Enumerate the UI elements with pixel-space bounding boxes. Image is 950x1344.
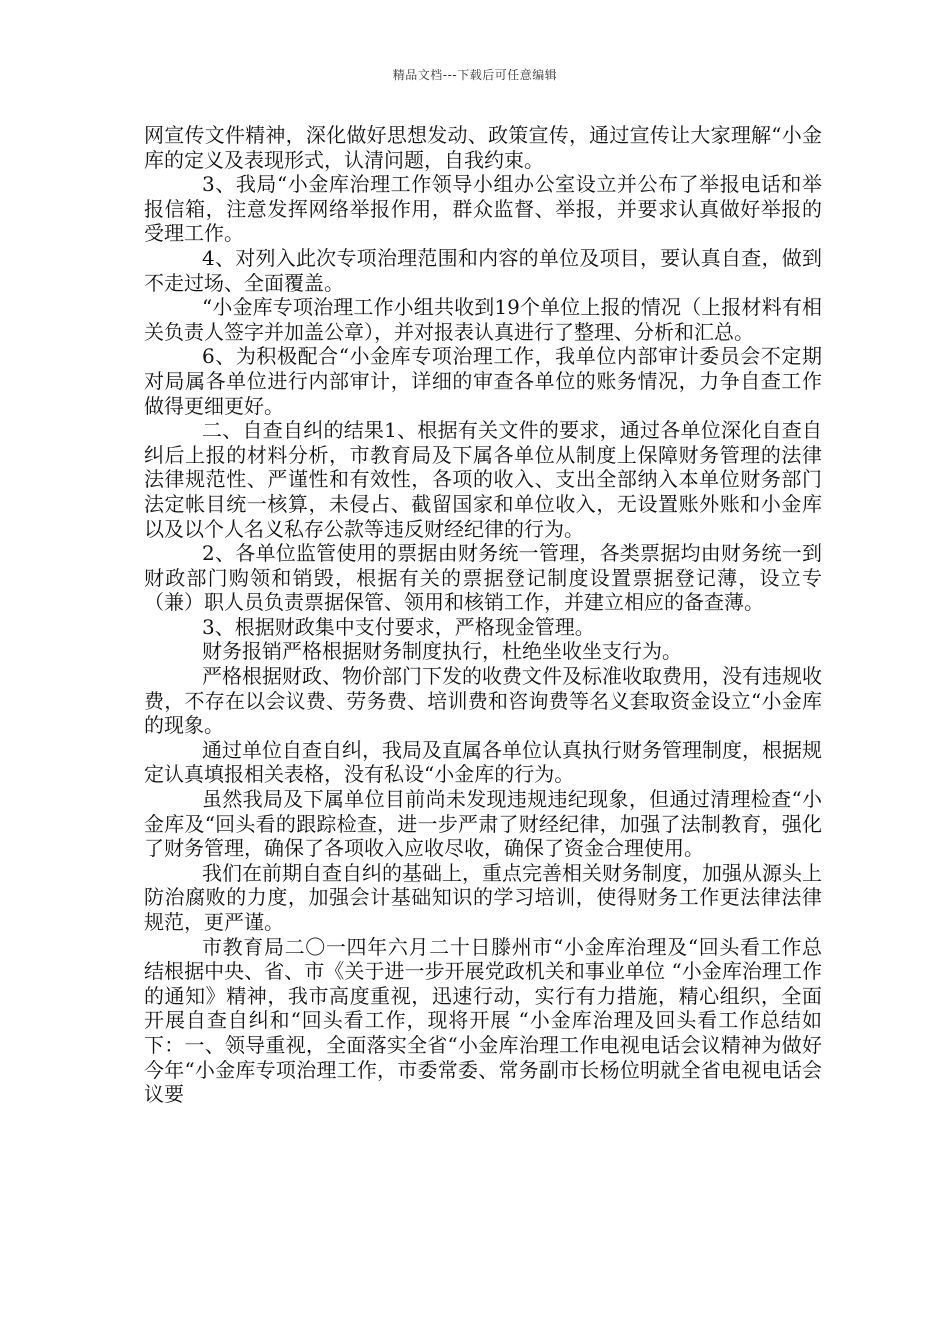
paragraph: 3、根据财政集中支付要求，严格现金管理。	[202, 614, 595, 639]
document-body	[144, 123, 822, 1107]
paragraph: “小金库专项治理工作小组共收到19个单位上报的情况（上报材料有相关负责人签字并加盖公章），并对报表认真进行了整理、分析和汇总。	[144, 295, 822, 344]
paragraph: 市教育局二〇一四年六月二十日滕州市“小金库治理及“回头看工作总结根据中央、省、市《关于进一步开展党政机关和事业单位 “小金库治理工作的通知》精神，我市高度重视，迅速行动，实行有力措施，精心组织，全面开展自查自纠和“回头看工作，现将开展 “小金库治理及回头看工作总结如下：一、领导重视，全面落实全省“小金库治理工作电视电话会议精神为做好今年“小金库专项治理工作，市委常委、常务副市长杨位明就全省电视电话会议要	[144, 934, 822, 1107]
paragraph: 财务报销严格根据财务制度执行，杜绝坐收坐支行为。	[202, 639, 682, 664]
paragraph: 虽然我局及下属单位目前尚未发现违规违纪现象，但通过清理检查“小金库及“回头看的跟踪检查，进一步严肃了财经纪律，加强了法制教育，强化了财务管理，确保了各项收入应收尽收，确保了资金合理使用。	[144, 787, 822, 861]
paragraph: 网宣传文件精神，深化做好思想发动、政策宣传，通过宣传让大家理解“小金库的定义及表现形式，认清问题，自我约束。	[144, 123, 822, 172]
paragraph: 二、自查自纠的结果1、根据有关文件的要求，通过各单位深化自查自纠后上报的材料分析，市教育局及下属各单位从制度上保障财务管理的法律法律规范性、严谨性和有效性，各项的收入、支出全部纳入本单位财务部门法定帐目统一核算，未侵占、截留国家和单位收入，无设置账外账和小金库以及以个人名义私存公款等违反财经纪律的行为。	[144, 418, 822, 541]
paragraph: 严格根据财政、物价部门下发的收费文件及标准收取费用，没有违规收费，不存在以会议费、劳务费、培训费和咨询费等名义套取资金设立“小金库的现象。	[144, 664, 822, 738]
paragraph: 3、我局“小金库治理工作领导小组办公室设立并公布了举报电话和举报信箱，注意发挥网络举报作用，群众监督、举报，并要求认真做好举报的受理工作。	[144, 172, 822, 246]
paragraph: 2、各单位监管使用的票据由财务统一管理，各类票据均由财务统一到财政部门购领和销毁，根据有关的票据登记制度设置票据登记薄，设立专（兼）职人员负责票据保管、领用和核销工作，并建立相应的备查薄。	[144, 541, 822, 615]
paragraph: 4、对列入此次专项治理范围和内容的单位及项目，要认真自查，做到不走过场、全面覆盖。	[144, 245, 822, 295]
paragraph: 通过单位自查自纠，我局及直属各单位认真执行财务管理制度，根据规定认真填报相关表格，没有私设“小金库的行为。	[144, 737, 822, 787]
paragraph: 6、为积极配合“小金库专项治理工作，我单位内部审计委员会不定期对局属各单位进行内部审计，详细的审查各单位的账务情况，力争自查工作做得更细更好。	[144, 344, 822, 418]
page-header: 精品文档---下载后可任意编辑	[392, 68, 558, 82]
paragraph: 我们在前期自查自纠的基础上，重点完善相关财务制度，加强从源头上防治腐败的力度，加强会计基础知识的学习培训，使得财务工作更法律法律规范，更严谨。	[144, 860, 822, 934]
